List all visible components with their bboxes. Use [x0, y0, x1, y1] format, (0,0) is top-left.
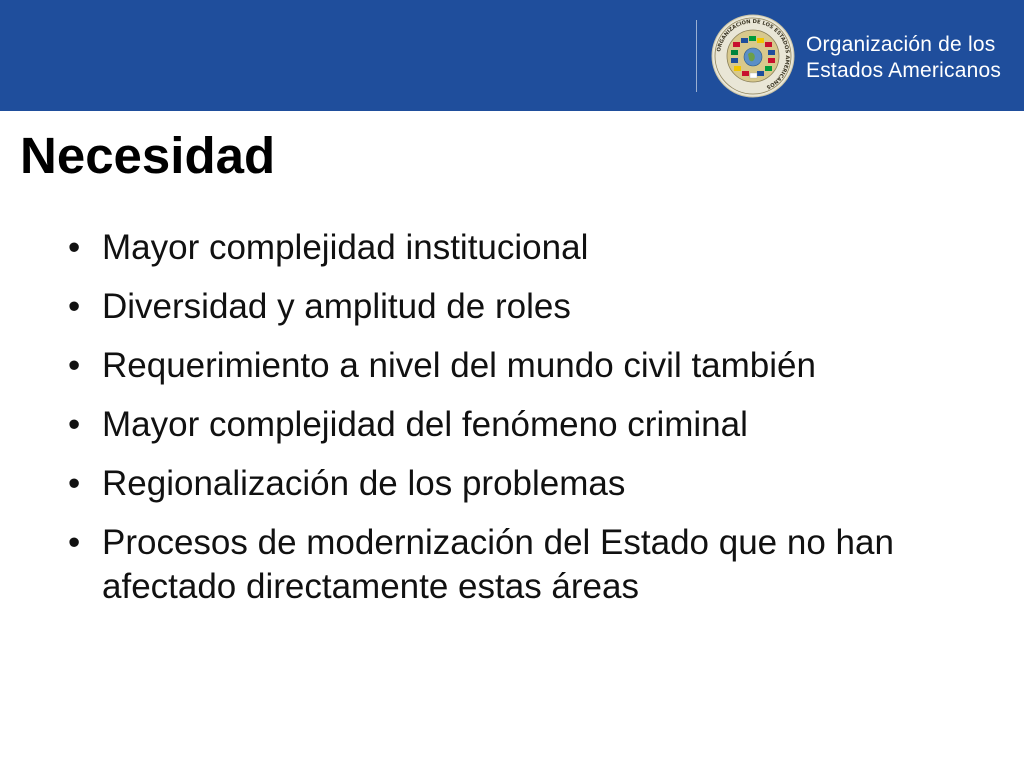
bullet-item	[68, 403, 1008, 447]
organization-name	[806, 32, 1001, 84]
bullet-dot: •	[68, 464, 81, 503]
bullet-text: Regionalización de los problemas	[102, 464, 626, 503]
bullet-text: Mayor complejidad del fenómeno criminal	[102, 405, 748, 444]
bullet-item	[68, 462, 1008, 506]
oas-seal-logo	[711, 14, 795, 98]
bullet-item	[68, 344, 1008, 388]
bullet-text: Requerimiento a nivel del mundo civil también	[102, 346, 816, 385]
header-divider	[696, 20, 697, 92]
header-band	[0, 0, 1024, 111]
bullet-dot: •	[68, 346, 81, 385]
bullet-item	[68, 285, 1008, 329]
bullet-text: Diversidad y amplitud de roles	[102, 287, 571, 326]
org-name-line-1: Organización de los	[806, 33, 996, 56]
bullet-dot: •	[68, 228, 81, 267]
bullet-list	[68, 226, 1008, 624]
seal-text: ORGANIZACION DE LOS ESTADOS AMERICANOS	[716, 18, 791, 90]
bullet-text: Mayor complejidad institucional	[102, 228, 589, 267]
bullet-dot: •	[68, 287, 81, 326]
bullet-item	[68, 521, 1008, 609]
bullet-text: Procesos de modernización del Estado que no han afectado directamente estas áreas	[102, 523, 894, 606]
bullet-dot: •	[68, 523, 81, 562]
bullet-dot: •	[68, 405, 81, 444]
org-name-line-2: Estados Americanos	[806, 59, 1002, 82]
slide-title: Necesidad	[20, 127, 276, 184]
bullet-item	[68, 226, 1008, 270]
